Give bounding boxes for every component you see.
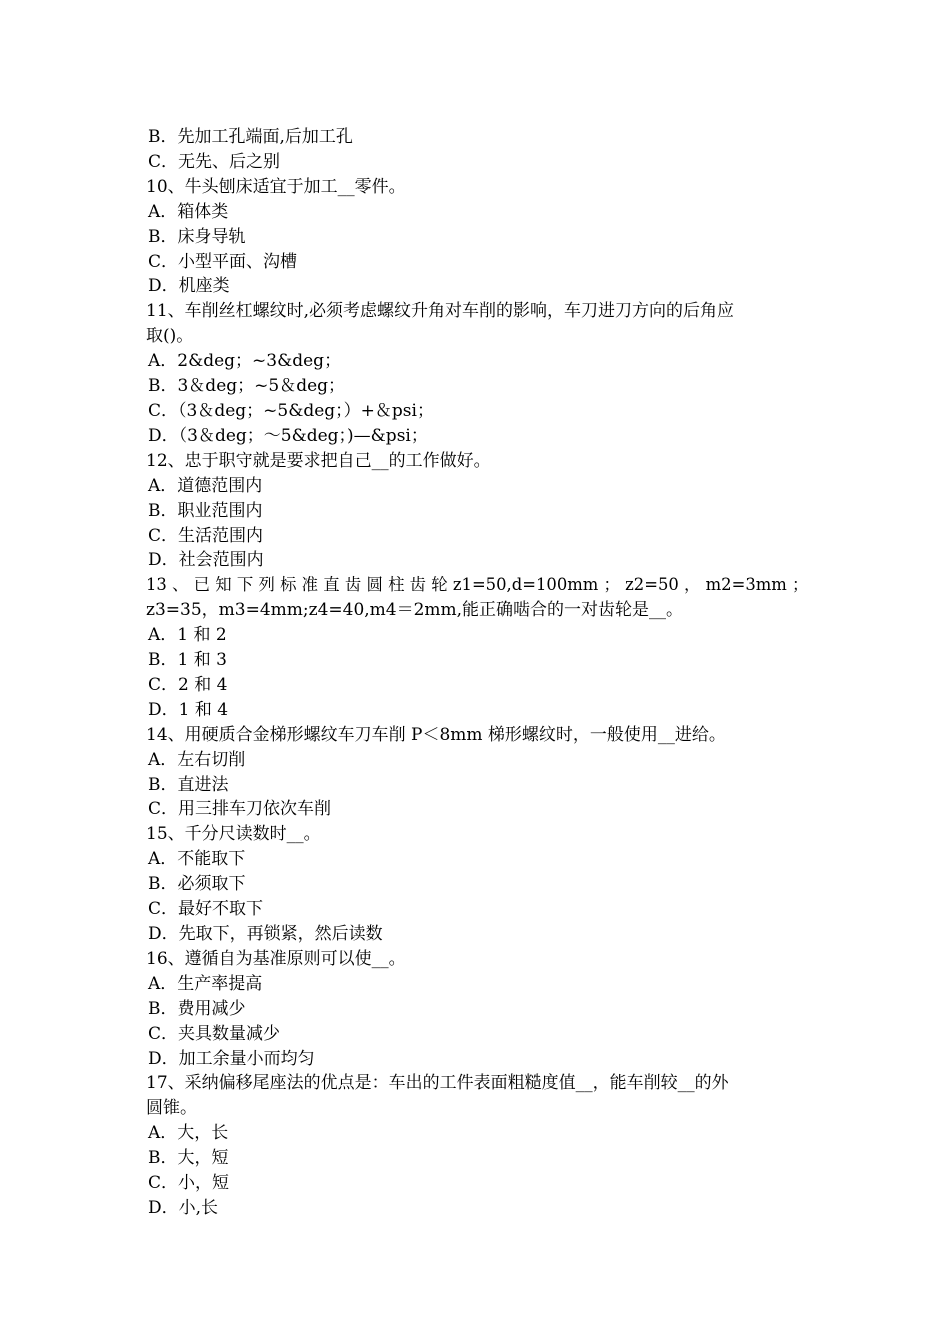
option-line: A．生产率提高 <box>148 973 263 994</box>
option-line: B．直进法 <box>148 774 229 795</box>
question-line: 16、遵循自为基准原则可以使__。 <box>146 948 406 969</box>
option-line: B．大，短 <box>148 1148 229 1169</box>
option-line: A．不能取下 <box>148 849 246 870</box>
option-line: B．先加工孔端面,后加工孔 <box>148 127 353 147</box>
option-line: D．加工余量小而均匀 <box>148 1048 315 1069</box>
option-line: A．1 和 2 <box>148 625 227 646</box>
option-line: A．道德范围内 <box>148 475 263 496</box>
question-line: 12、忠于职守就是要求把自己__的工作做好。 <box>146 450 491 471</box>
question-line: 取()。 <box>146 326 194 347</box>
option-line: C．最好不取下 <box>148 899 264 920</box>
option-line: B．3＆deg；~5＆deg； <box>148 376 346 397</box>
option-line: A．箱体类 <box>148 201 229 222</box>
question-line: z3=35，m3=4mm;z4=40,m4＝2mm,能正确啮合的一对齿轮是__。 <box>146 600 684 621</box>
option-line: B．必须取下 <box>148 874 246 895</box>
question-line: 15、千分尺读数时__。 <box>146 824 321 845</box>
option-line: D．小,长 <box>148 1197 219 1218</box>
option-line: C．2 和 4 <box>148 674 228 695</box>
question-list <box>146 125 811 1221</box>
question-line: 10、牛头刨床适宜于加工__零件。 <box>146 176 406 197</box>
question-line: 13 、 已 知 下 列 标 准 直 齿 圆 柱 齿 轮 z1=50,d=100mm ； z2=50 ， m2=3mm ； <box>146 575 809 595</box>
option-line: C．用三排车刀依次车削 <box>148 799 332 820</box>
option-line: B．费用减少 <box>148 998 246 1019</box>
option-line: D．先取下，再锁紧，然后读数 <box>148 924 383 944</box>
option-line: D．机座类 <box>148 276 230 297</box>
option-line: D．（3＆deg；～5&deg；)—&psi； <box>148 425 428 446</box>
option-line: D．1 和 4 <box>148 699 229 720</box>
option-line: C．夹具数量减少 <box>148 1023 281 1044</box>
option-line: B．床身导轨 <box>148 226 246 247</box>
option-line: C．（3＆deg；~5&deg；）+＆psi； <box>148 400 434 421</box>
option-line: C．无先、后之别 <box>148 151 281 172</box>
option-line: A．大，长 <box>148 1123 229 1144</box>
option-line: C．小型平面、沟槽 <box>148 251 298 272</box>
option-line: B．1 和 3 <box>148 650 227 671</box>
option-line: C．小，短 <box>148 1173 230 1194</box>
option-line: D．社会范围内 <box>148 550 264 571</box>
question-line: 14、用硬质合金梯形螺纹车刀车削 P＜8mm 梯形螺纹时，一般使用__进给。 <box>146 724 726 745</box>
question-line: 17、采纳偏移尾座法的优点是：车出的工件表面粗糙度值__，能车削较__的外 <box>146 1073 729 1094</box>
question-line: 圆锥。 <box>146 1098 197 1119</box>
option-line: A．左右切削 <box>148 749 246 770</box>
option-line: B．职业范围内 <box>148 500 263 521</box>
option-line: A．2&deg；~3&deg； <box>148 351 342 372</box>
option-line: C．生活范围内 <box>148 525 264 546</box>
question-line: 11、车削丝杠螺纹时,必须考虑螺纹升角对车削的影响，车刀进刀方向的后角应 <box>146 301 735 322</box>
